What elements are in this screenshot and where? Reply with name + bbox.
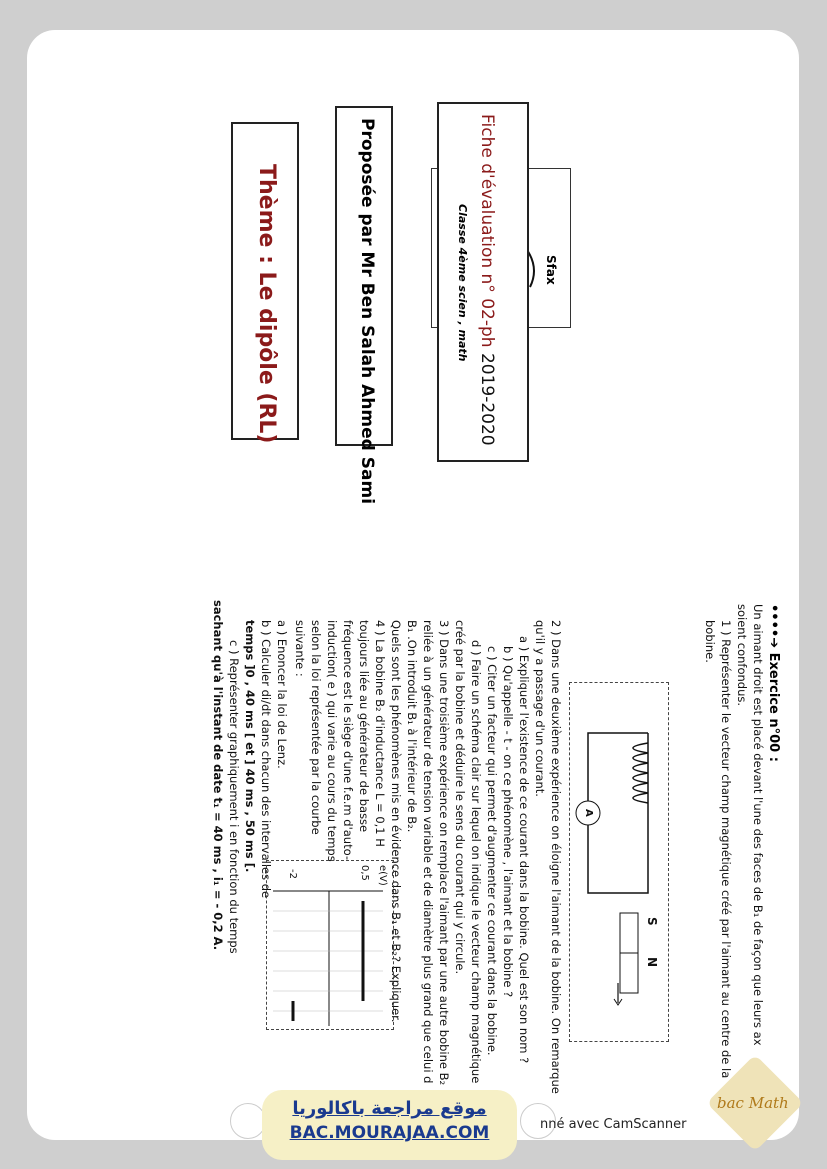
fiche-title — [477, 114, 497, 446]
graph-tick-top: 0,5 — [359, 865, 370, 881]
q2c: c ) Citer un facteur qui permet d'augmenter ce courant dans la bobine. — [485, 646, 499, 1056]
graph-ylabel: e(V) — [377, 865, 388, 886]
theme-box — [231, 122, 299, 444]
graph-tick-bottom: -2 — [287, 869, 298, 879]
q4-line3: fréquence est le siège d'une f.e.m d'auto- — [341, 620, 355, 860]
circuit-figure — [569, 682, 669, 1042]
emf-graph-drawing — [265, 861, 393, 1031]
pole-s-label: S — [645, 917, 659, 926]
q2d-line1: d ) Faire un schéma clair sur lequel on indique le vecteur champ magnétique — [469, 640, 483, 1084]
q4-line2: toujours liée au générateur de basse — [357, 620, 371, 833]
document-page — [27, 30, 799, 1140]
q1-line1: 1 ) Représenter le vecteur champ magnétique créé par l'aimant au centre de la — [719, 620, 733, 1079]
circuit-drawing — [568, 683, 668, 1043]
watermark-arabic: موقع مراجعة باكالوريا — [292, 1098, 487, 1119]
q2-line2: qu'il y a passage d'un courant. — [533, 620, 547, 797]
fiche-title-box — [437, 102, 529, 462]
watermark-site: BAC.MOURAJAA.COM — [289, 1123, 490, 1143]
fiche-year: 2019-2020 — [477, 352, 497, 446]
q2d-line2: créé par la bobine et déduire le sens du courant qui y circule. — [453, 620, 467, 975]
q3-line1: 3 ) Dans une troisième expérience on remplace l'aimant par une autre bobine B₂ — [437, 620, 451, 1086]
exercise-title: ••••➔ Exercice n°00 : — [766, 604, 781, 762]
q2b: b ) Qu'appelle - t - on ce phénomène , l'aimant et la bobine ? — [501, 646, 515, 998]
intro-line2: soient confondus. — [735, 604, 749, 707]
q4c-line1: c ) Représenter graphiquement i en fonction du temps — [227, 640, 241, 954]
ammeter-label: A — [583, 809, 594, 817]
q4b-line1: b ) Calculer di/dt dans chacun des intervalles de — [259, 620, 273, 899]
q4c-line2: sachant qu'à l'instant de date t₁ = 40 ms , i₁ = - 0,2 A. — [211, 600, 225, 951]
fiche-title-main: Fiche d'évaluation n° 02-ph — [477, 114, 497, 348]
q3-line4: Quels sont les phénomènes mis en évidence dans B₁ et B₂? Expliquer. — [389, 620, 403, 1023]
author-text: Proposée par Mr Ben Salah Ahmed Sami — [357, 118, 377, 505]
pole-n-label: N — [645, 957, 659, 968]
q2-line1: 2 ) Dans une deuxième expérience on éloigne l'aimant de la bobine. On remarque — [549, 620, 563, 1094]
q4b-line2: temps ]0 , 40 ms [ et ] 40 ms , 50 ms [. — [243, 620, 257, 873]
q3-line2: reliée à un générateur de tension variable et de diamètre plus grand que celui d — [421, 620, 435, 1084]
bulb-logo-icon — [230, 1103, 266, 1139]
fiche-class: Classe 4ème scien , math — [456, 204, 469, 362]
q4-line1: 4 ) La bobine B₂ d'inductance L = 0,1 H — [373, 620, 387, 847]
q1-line2: bobine. — [703, 620, 717, 663]
author-box — [335, 106, 393, 505]
q2a: a ) Expliquer l'existence de ce courant dans la bobine. Quel est son nom ? — [517, 636, 531, 1064]
camscanner-text: nné avec CamScanner — [540, 1117, 687, 1132]
q4-line4: induction( e ) qui varie au cours du temps — [325, 620, 339, 862]
q4a: a ) Enoncer la loi de Lenz. — [275, 620, 289, 769]
theme-text: Thème : Le dipôle (RL) — [254, 164, 279, 444]
q3-line3: B₁ .On introduit B₁ à l'intérieur de B₂. — [405, 620, 419, 833]
rotated-content — [27, 30, 799, 1140]
logo-city: Sfax — [544, 255, 558, 285]
emf-graph — [266, 860, 394, 1030]
bac-math-text: bac Math — [717, 1094, 789, 1112]
q4-line6: suivante : — [293, 620, 307, 677]
site-watermark — [262, 1090, 517, 1160]
q4-line5: selon la loi représentée par la courbe — [309, 620, 323, 835]
intro-line1: Un aimant droit est placé devant l'une des faces de B₁ de façon que leurs ax — [751, 604, 765, 1046]
